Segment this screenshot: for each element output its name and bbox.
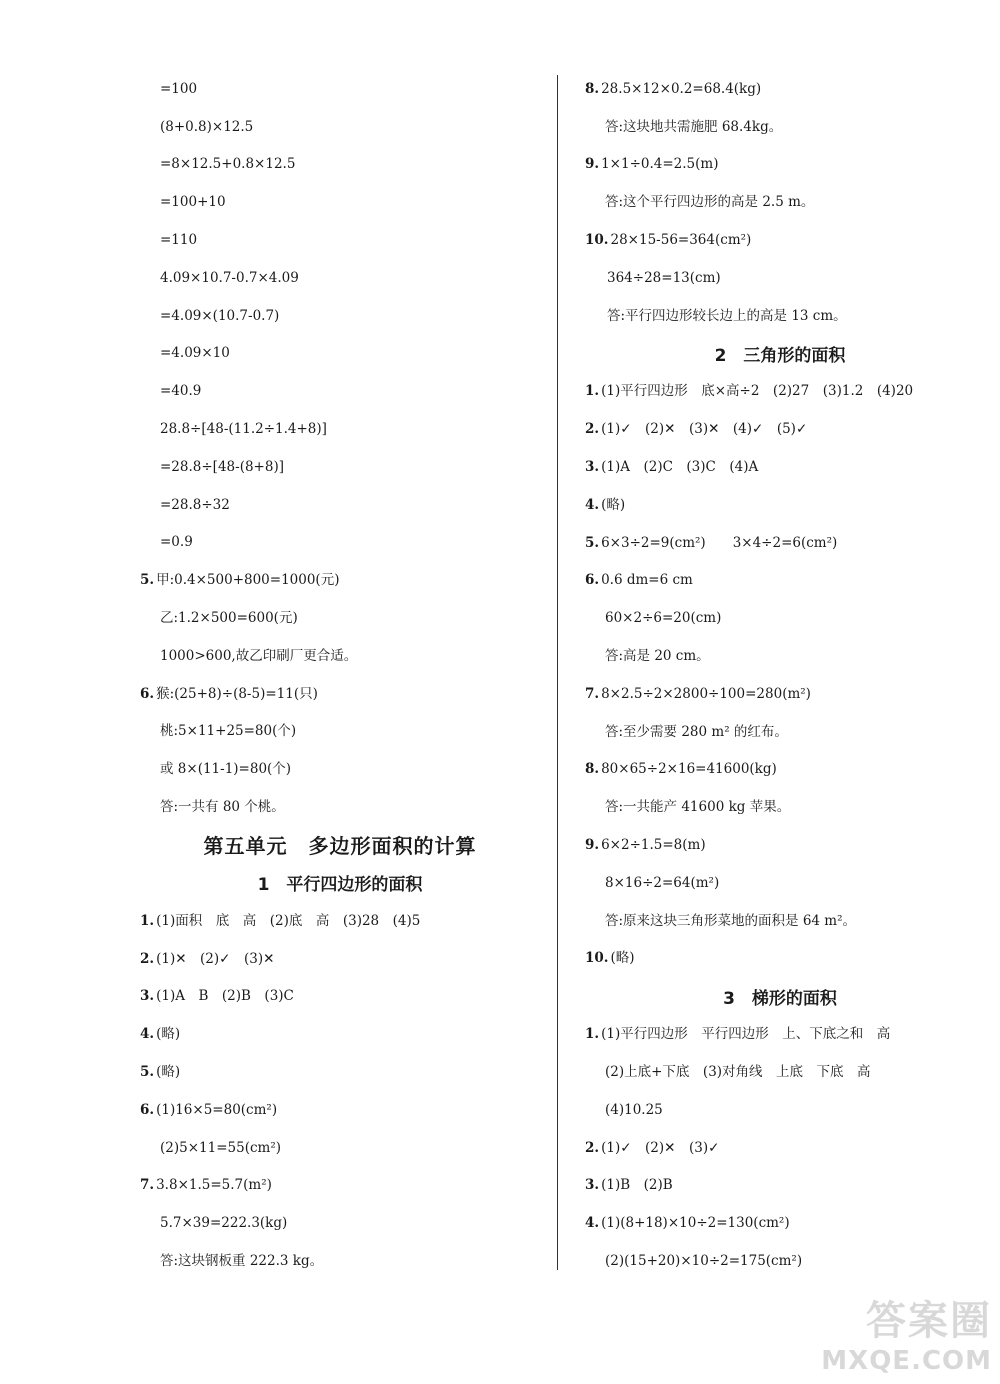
answer-text: (2)5×11=55(cm²) — [160, 1139, 281, 1156]
question-number: 3. — [140, 988, 155, 1005]
question-number: 5. — [585, 534, 600, 551]
answer-text: 桃:5×11+25=80(个) — [160, 723, 297, 740]
question-number: 7. — [140, 1177, 155, 1194]
answer-line — [140, 335, 540, 373]
answer-line — [585, 562, 975, 600]
column-divider — [557, 75, 558, 1270]
answer-line — [140, 561, 540, 599]
answer-line — [585, 297, 975, 335]
answer-text: (1)平行四边形 平行四边形 上、下底之和 高 — [601, 1026, 891, 1043]
answer-text: (1)A (2)C (3)C (4)A — [601, 459, 759, 476]
answer-line — [585, 902, 975, 940]
watermark-cn: 答案圈 — [866, 1298, 992, 1344]
answer-line — [140, 108, 540, 146]
answer-text: (1)面积 底 高 (2)底 高 (3)28 (4)5 — [156, 912, 421, 929]
section-title: 1 平行四边形的面积 — [257, 875, 423, 896]
answer-text: 80×65÷2×16=41600(kg) — [601, 761, 777, 778]
answer-line — [585, 221, 975, 259]
answer-line — [140, 1015, 540, 1053]
answer-line — [585, 183, 975, 221]
question-number: 1. — [140, 912, 155, 929]
answer-text: 4.09×10.7-0.7×4.09 — [160, 269, 299, 286]
answer-line — [585, 826, 975, 864]
answer-text: (1)✓ (2)✕ (3)✓ — [601, 1139, 720, 1156]
question-number: 4. — [585, 1215, 600, 1232]
answer-text: =40.9 — [160, 383, 202, 400]
question-number: 9. — [585, 837, 600, 854]
answer-line — [585, 1242, 975, 1280]
question-number: 7. — [585, 685, 600, 702]
answer-line — [140, 524, 540, 562]
question-number: 5. — [140, 1064, 155, 1081]
answer-line — [140, 675, 540, 713]
watermark-en: MXQE.COM — [821, 1346, 992, 1376]
answer-line — [140, 448, 540, 486]
question-number: 2. — [140, 950, 155, 967]
answer-line — [585, 637, 975, 675]
answer-line — [140, 183, 540, 221]
answer-line — [585, 1053, 975, 1091]
answer-text: 0.6 dm=6 cm — [601, 572, 693, 589]
answer-text: =110 — [160, 232, 198, 249]
answer-text: 3.8×1.5=5.7(m²) — [156, 1177, 272, 1194]
answer-text: 甲:0.4×500+800=1000(元) — [156, 572, 340, 589]
answer-line — [585, 373, 975, 411]
answer-line — [585, 448, 975, 486]
section-title: 2 三角形的面积 — [714, 346, 846, 367]
answer-line — [585, 675, 975, 713]
question-number: 3. — [585, 1177, 600, 1194]
answer-text: 6×2÷1.5=8(m) — [601, 837, 706, 854]
question-number: 9. — [585, 156, 600, 173]
answer-line — [140, 70, 540, 108]
answer-line — [585, 599, 975, 637]
answer-text: 答:这块地共需施肥 68.4kg。 — [605, 118, 783, 135]
question-number: 4. — [140, 1026, 155, 1043]
question-number: 6. — [585, 572, 600, 589]
answer-line — [140, 1204, 540, 1242]
question-number: 3. — [585, 459, 600, 476]
left-column — [140, 70, 540, 1280]
answer-text: 答:原来这块三角形菜地的面积是 64 m²。 — [605, 912, 857, 929]
answer-text: (略) — [601, 496, 626, 513]
answer-line — [140, 788, 540, 826]
answer-text: (8+0.8)×12.5 — [160, 118, 254, 135]
answer-text: 答:这个平行四边形的高是 2.5 m。 — [605, 194, 815, 211]
answer-text: =0.9 — [160, 534, 193, 551]
answer-text: =28.8÷32 — [160, 496, 230, 513]
answer-text: 1000>600,故乙印刷厂更合适。 — [160, 647, 358, 664]
question-number: 6. — [140, 1101, 155, 1118]
answer-line — [140, 372, 540, 410]
answer-text: 60×2÷6=20(cm) — [605, 610, 722, 627]
answer-line — [140, 486, 540, 524]
answer-text: 28×15-56=364(cm²) — [610, 232, 752, 249]
section-title: 3 梯形的面积 — [723, 988, 837, 1009]
answer-text: 猴:(25+8)÷(8-5)=11(只) — [156, 685, 318, 702]
answer-text: 5.7×39=222.3(kg) — [160, 1215, 288, 1232]
answer-line — [140, 599, 540, 637]
answer-line — [585, 1129, 975, 1167]
answer-line — [585, 108, 975, 146]
answer-line — [140, 410, 540, 448]
answer-text: 6×3÷2=9(cm²) 3×4÷2=6(cm²) — [601, 534, 838, 551]
question-number: 1. — [585, 383, 600, 400]
question-number: 8. — [585, 80, 600, 97]
answer-line — [585, 70, 975, 108]
answer-text: (略) — [156, 1026, 181, 1043]
answer-text: 28.5×12×0.2=68.4(kg) — [601, 80, 762, 97]
answer-line — [585, 1167, 975, 1205]
answer-line — [585, 524, 975, 562]
answer-line — [140, 1053, 540, 1091]
answer-text: 答:一共有 80 个桃。 — [160, 799, 285, 816]
answer-text: (1)✕ (2)✓ (3)✕ — [156, 950, 275, 967]
answer-line — [585, 486, 975, 524]
question-number: 6. — [140, 685, 155, 702]
question-number: 5. — [140, 572, 155, 589]
answer-text: 364÷28=13(cm) — [607, 269, 721, 286]
question-number: 2. — [585, 1139, 600, 1156]
answer-line — [140, 297, 540, 335]
answer-text: (1)平行四边形 底×高÷2 (2)27 (3)1.2 (4)20 — [601, 383, 914, 400]
answer-text: (2)上底+下底 (3)对角线 上底 下底 高 — [605, 1064, 871, 1081]
answer-text: (1)B (2)B — [601, 1177, 673, 1194]
answer-line — [140, 713, 540, 751]
answer-text: =100 — [160, 80, 198, 97]
answer-line — [140, 259, 540, 297]
answer-text: =28.8÷[48-(8+8)] — [160, 458, 284, 475]
answer-line — [585, 940, 975, 978]
answer-line — [585, 410, 975, 448]
answer-line — [585, 788, 975, 826]
answer-text: 8×2.5÷2×2800÷100=280(m²) — [601, 685, 811, 702]
question-number: 8. — [585, 761, 600, 778]
answer-text: (1)(8+18)×10÷2=130(cm²) — [601, 1215, 790, 1232]
answer-line — [140, 940, 540, 978]
answer-line — [585, 146, 975, 184]
answer-text: 答:这块钢板重 222.3 kg。 — [160, 1253, 324, 1269]
answer-text: 或 8×(11-1)=80(个) — [160, 761, 292, 778]
answer-line — [140, 1091, 540, 1129]
question-number: 2. — [585, 421, 600, 438]
answer-line — [140, 902, 540, 940]
answer-text: 答:至少需要 280 m² 的红布。 — [605, 723, 788, 740]
answer-text: (1)16×5=80(cm²) — [156, 1101, 278, 1118]
answer-line — [140, 978, 540, 1016]
answer-text: =8×12.5+0.8×12.5 — [160, 156, 296, 173]
answer-line — [585, 1204, 975, 1242]
answer-text: (略) — [156, 1064, 181, 1081]
question-number: 10. — [585, 232, 609, 249]
answer-text: =100+10 — [160, 194, 226, 211]
answer-text: (1)✓ (2)✕ (3)✕ (4)✓ (5)✓ — [601, 421, 808, 438]
answer-line — [585, 1015, 975, 1053]
question-number: 1. — [585, 1026, 600, 1043]
answer-line — [585, 1091, 975, 1129]
answer-text: =4.09×(10.7-0.7) — [160, 307, 280, 324]
answer-text: 28.8÷[48-(11.2÷1.4+8)] — [160, 421, 327, 438]
unit-title: 第五单元 多边形面积的计算 — [203, 834, 477, 859]
answer-line — [140, 750, 540, 788]
question-number: 10. — [585, 950, 609, 967]
right-column — [585, 70, 975, 1280]
watermark — [821, 1289, 992, 1376]
answer-line — [140, 1242, 540, 1280]
answer-text: 答:一共能产 41600 kg 苹果。 — [605, 799, 791, 816]
answer-text: 8×16÷2=64(m²) — [605, 874, 720, 891]
answer-text: (略) — [610, 950, 635, 967]
answer-line — [585, 751, 975, 789]
answer-text: (1)A B (2)B (3)C — [156, 988, 294, 1005]
answer-line — [585, 713, 975, 751]
answer-line — [140, 146, 540, 184]
answer-text: 答:高是 20 cm。 — [605, 648, 710, 665]
answer-text: =4.09×10 — [160, 345, 230, 362]
answer-text: 1×1÷0.4=2.5(m) — [601, 156, 719, 173]
question-number: 4. — [585, 496, 600, 513]
answer-line — [140, 1167, 540, 1205]
answer-text: (2)(15+20)×10÷2=175(cm²) — [605, 1253, 803, 1269]
answer-line — [585, 864, 975, 902]
answer-text: 乙:1.2×500=600(元) — [160, 610, 298, 627]
answer-line — [140, 221, 540, 259]
answer-line — [140, 1129, 540, 1167]
answer-line — [140, 637, 540, 675]
answer-text: 答:平行四边形较长边上的高是 13 cm。 — [607, 307, 847, 324]
answer-text: (4)10.25 — [605, 1101, 663, 1118]
answer-line — [585, 259, 975, 297]
